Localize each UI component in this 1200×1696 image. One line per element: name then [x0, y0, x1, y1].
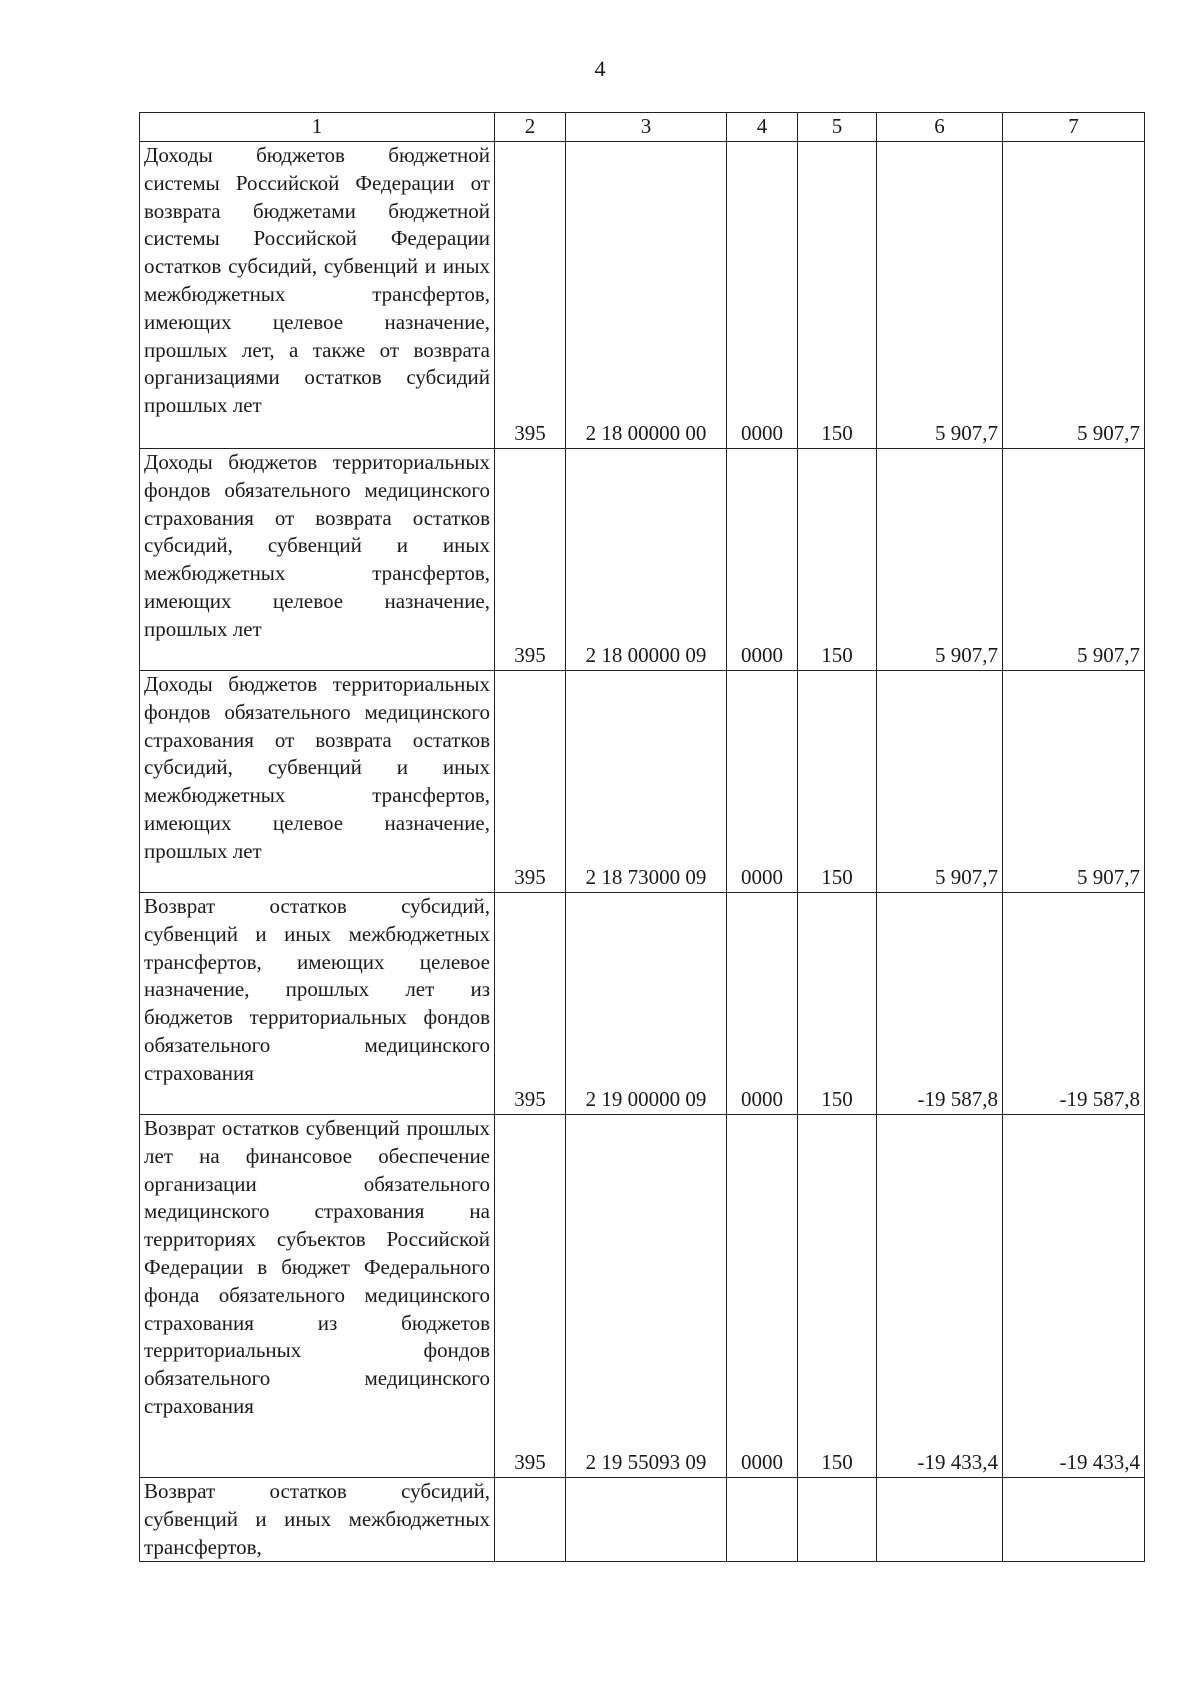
amount-cell-col6: 5 907,7 — [877, 449, 1003, 671]
row-description: Доходы бюджетов территориальных фондов обязательного медицинского страхования от возврата остатков субсидий, субвенций и иных межбюджетных трансфертов, имеющих целевое назначение, прошлых лет — [140, 449, 495, 671]
column-header-6: 6 — [877, 113, 1003, 142]
row-description: Возврат остатков субсидий, субвенций и иных межбюджетных трансфертов, — [140, 1478, 495, 1562]
admin-code-cell: 395 — [495, 142, 566, 449]
budget-revenue-table — [139, 112, 1145, 1562]
column-header-4: 4 — [727, 113, 798, 142]
revenue-code-cell: 2 18 00000 09 — [566, 449, 727, 671]
revenue-code-cell — [566, 1478, 727, 1562]
amount-cell-col6: 5 907,7 — [877, 671, 1003, 893]
admin-code-cell: 395 — [495, 671, 566, 893]
classification-code-cell: 150 — [798, 671, 877, 893]
admin-code-cell: 395 — [495, 449, 566, 671]
column-header-7: 7 — [1003, 113, 1145, 142]
subtype-code-cell: 0000 — [727, 142, 798, 449]
amount-cell-col7: 5 907,7 — [1003, 142, 1145, 449]
admin-code-cell: 395 — [495, 1115, 566, 1478]
subtype-code-cell — [727, 1478, 798, 1562]
revenue-code-cell: 2 19 00000 09 — [566, 893, 727, 1115]
amount-cell-col7: 5 907,7 — [1003, 449, 1145, 671]
column-header-1: 1 — [140, 113, 495, 142]
table-row — [140, 142, 1145, 449]
amount-cell-col6: -19 433,4 — [877, 1115, 1003, 1478]
table-row — [140, 449, 1145, 671]
column-header-5: 5 — [798, 113, 877, 142]
amount-cell-col6: 5 907,7 — [877, 142, 1003, 449]
page-number: 4 — [594, 56, 606, 81]
subtype-code-cell: 0000 — [727, 1115, 798, 1478]
row-description: Возврат остатков субвенций прошлых лет на финансовое обеспечение организации обязательного медицинского страхования на территориях субъектов Российской Федерации в бюджет Федерального фонда обязательного медицинского страхования из бюджетов территориальных фондов обязательного медицинского страхования — [140, 1115, 495, 1478]
admin-code-cell — [495, 1478, 566, 1562]
subtype-code-cell: 0000 — [727, 893, 798, 1115]
row-description: Доходы бюджетов бюджетной системы Российской Федерации от возврата бюджетами бюджетной системы Российской Федерации остатков субсидий, субвенций и иных межбюджетных трансфертов, имеющих целевое назначение, прошлых лет, а также от возврата организациями остатков субсидий прошлых лет — [140, 142, 495, 449]
row-description: Возврат остатков субсидий, субвенций и иных межбюджетных трансфертов, имеющих целевое назначение, прошлых лет из бюджетов территориальных фондов обязательного медицинского страхования — [140, 893, 495, 1115]
table-row — [140, 1478, 1145, 1562]
row-description: Доходы бюджетов территориальных фондов обязательного медицинского страхования от возврата остатков субсидий, субвенций и иных межбюджетных трансфертов, имеющих целевое назначение, прошлых лет — [140, 671, 495, 893]
table-row — [140, 1115, 1145, 1478]
subtype-code-cell: 0000 — [727, 671, 798, 893]
admin-code-cell: 395 — [495, 893, 566, 1115]
amount-cell-col6 — [877, 1478, 1003, 1562]
amount-cell-col6: -19 587,8 — [877, 893, 1003, 1115]
classification-code-cell: 150 — [798, 893, 877, 1115]
classification-code-cell: 150 — [798, 449, 877, 671]
table-row — [140, 893, 1145, 1115]
amount-cell-col7: -19 587,8 — [1003, 893, 1145, 1115]
classification-code-cell: 150 — [798, 1115, 877, 1478]
revenue-code-cell: 2 18 00000 00 — [566, 142, 727, 449]
column-header-2: 2 — [495, 113, 566, 142]
classification-code-cell — [798, 1478, 877, 1562]
amount-cell-col7 — [1003, 1478, 1145, 1562]
column-header-3: 3 — [566, 113, 727, 142]
subtype-code-cell: 0000 — [727, 449, 798, 671]
table-header-row — [140, 113, 1145, 142]
classification-code-cell: 150 — [798, 142, 877, 449]
revenue-code-cell: 2 18 73000 09 — [566, 671, 727, 893]
amount-cell-col7: 5 907,7 — [1003, 671, 1145, 893]
revenue-code-cell: 2 19 55093 09 — [566, 1115, 727, 1478]
table-row — [140, 671, 1145, 893]
amount-cell-col7: -19 433,4 — [1003, 1115, 1145, 1478]
